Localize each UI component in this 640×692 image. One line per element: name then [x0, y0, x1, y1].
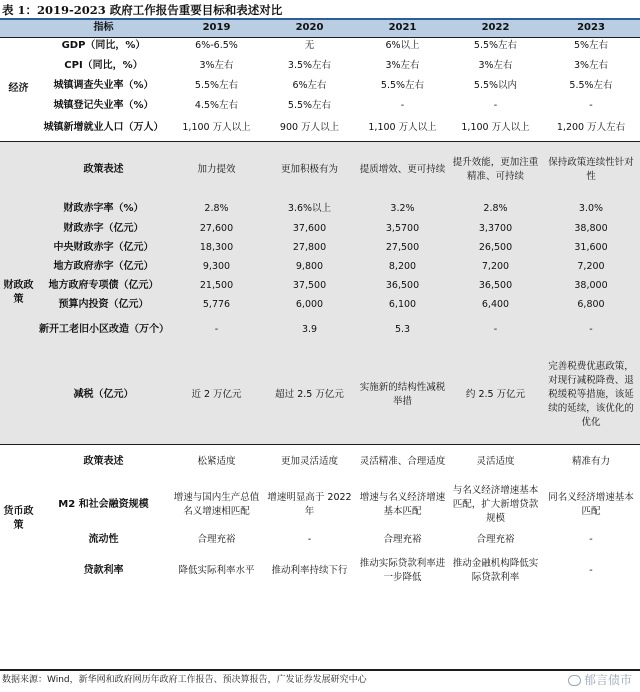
cell-value: 6%左右	[263, 76, 356, 96]
cell-value: 1,100 万人以上	[449, 115, 542, 141]
table-row	[0, 141, 640, 199]
row-label: CPI（同比，%）	[37, 55, 170, 76]
section-label: 货币政策	[0, 444, 37, 593]
cell-value: -	[263, 530, 356, 549]
row-label: 城镇登记失业率（%）	[37, 96, 170, 115]
cell-value: 3,5700	[356, 219, 449, 238]
cell-value: 37,600	[263, 219, 356, 238]
cell-value: 同名义经济增速基本匹配	[542, 480, 640, 530]
row-label: 地方政府赤字（亿元）	[37, 257, 170, 276]
cell-value: 9,300	[170, 257, 263, 276]
cell-value: 合理充裕	[170, 530, 263, 549]
cell-value: 6%-6.5%	[170, 37, 263, 55]
cell-value: 27,600	[170, 219, 263, 238]
table-row	[0, 199, 640, 219]
row-label: 财政赤字（亿元）	[37, 219, 170, 238]
header-corner	[0, 20, 37, 37]
table-row	[0, 257, 640, 276]
row-label: 减税（亿元）	[37, 346, 170, 444]
table-row	[0, 295, 640, 314]
cell-value: 合理充裕	[449, 530, 542, 549]
cell-value: 26,500	[449, 238, 542, 257]
cell-value: 7,200	[449, 257, 542, 276]
cell-value: 36,500	[356, 276, 449, 295]
table-row	[0, 314, 640, 346]
row-label: M2 和社会融资规模	[37, 480, 170, 530]
cell-value: 合理充裕	[356, 530, 449, 549]
table-row	[0, 37, 640, 55]
table-row	[0, 55, 640, 76]
row-label: 中央财政赤字（亿元）	[37, 238, 170, 257]
bottom-rule	[0, 669, 640, 671]
cell-value: -	[449, 96, 542, 115]
cell-value: 3%左右	[449, 55, 542, 76]
table-row	[0, 480, 640, 530]
row-label: 贷款利率	[37, 549, 170, 593]
cell-value: 3.6%以上	[263, 199, 356, 219]
cell-value: 38,000	[542, 276, 640, 295]
header-year: 2022	[449, 20, 542, 37]
cell-value: 27,800	[263, 238, 356, 257]
cell-value: 5%左右	[542, 37, 640, 55]
cell-value: 与名义经济增速基本匹配，扩大新增贷款规模	[449, 480, 542, 530]
cell-value: -	[542, 96, 640, 115]
cell-value: 推动实际贷款利率进一步降低	[356, 549, 449, 593]
cell-value: 900 万人以上	[263, 115, 356, 141]
table-title: 表 1：2019-2023 政府工作报告重要目标和表述对比	[2, 3, 283, 17]
watermark-text: 郁言债市	[583, 673, 632, 687]
header-year: 2020	[263, 20, 356, 37]
cell-value: 5.5%左右	[449, 37, 542, 55]
cell-value: -	[542, 314, 640, 346]
cell-value: 加力提效	[170, 141, 263, 199]
cell-value: 5.5%左右	[356, 76, 449, 96]
cell-value: -	[542, 549, 640, 593]
cell-value: 灵活适度	[449, 444, 542, 480]
cell-value: 3%左右	[170, 55, 263, 76]
cell-value: 21,500	[170, 276, 263, 295]
cell-value: 6%以上	[356, 37, 449, 55]
row-label: 预算内投资（亿元）	[37, 295, 170, 314]
header-year: 2023	[542, 20, 640, 37]
table-row	[0, 219, 640, 238]
row-label: 政策表述	[37, 141, 170, 199]
row-label: 政策表述	[37, 444, 170, 480]
cell-value: 增速与名义经济增速基本匹配	[356, 480, 449, 530]
cell-value: 2.8%	[449, 199, 542, 219]
cell-value: 6,800	[542, 295, 640, 314]
cell-value: 保持政策连续性针对性	[542, 141, 640, 199]
cell-value: 1,100 万人以上	[170, 115, 263, 141]
cell-value: 4.5%左右	[170, 96, 263, 115]
table-row	[0, 549, 640, 593]
header-indicator: 指标	[37, 20, 170, 37]
cell-value: -	[449, 314, 542, 346]
cell-value: 5,776	[170, 295, 263, 314]
cell-value: 精准有力	[542, 444, 640, 480]
section-label: 经济	[0, 37, 37, 141]
cell-value: 实施新的结构性减税举措	[356, 346, 449, 444]
table-row	[0, 276, 640, 295]
cell-value: 3%左右	[356, 55, 449, 76]
cell-value: 增速与国内生产总值名义增速相匹配	[170, 480, 263, 530]
cell-value: 3.0%	[542, 199, 640, 219]
cell-value: 3,3700	[449, 219, 542, 238]
source-note: 数据来源：Wind，新华网和政府网历年政府工作报告、预决算报告，广发证券发展研究中心	[2, 675, 367, 685]
cell-value: 推动利率持续下行	[263, 549, 356, 593]
table-row	[0, 115, 640, 141]
table-row	[0, 444, 640, 480]
header-year: 2021	[356, 20, 449, 37]
cell-value: 近 2 万亿元	[170, 346, 263, 444]
cell-value: 2.8%	[170, 199, 263, 219]
cell-value: -	[542, 530, 640, 549]
cell-value: 灵活精准、合理适度	[356, 444, 449, 480]
cell-value: 9,800	[263, 257, 356, 276]
row-label: 城镇调查失业率（%）	[37, 76, 170, 96]
cell-value: 5.5%左右	[170, 76, 263, 96]
cell-value: 37,500	[263, 276, 356, 295]
table-row	[0, 238, 640, 257]
cell-value: 7,200	[542, 257, 640, 276]
cell-value: 无	[263, 37, 356, 55]
cell-value: 5.5%左右	[263, 96, 356, 115]
table-row	[0, 96, 640, 115]
cell-value: 降低实际利率水平	[170, 549, 263, 593]
cell-value: 1,200 万人左右	[542, 115, 640, 141]
wechat-bubble-icon	[568, 675, 581, 686]
cell-value: 6,400	[449, 295, 542, 314]
cell-value: -	[170, 314, 263, 346]
cell-value: 3.2%	[356, 199, 449, 219]
cell-value: 提升效能，更加注重精准、可持续	[449, 141, 542, 199]
row-label: 流动性	[37, 530, 170, 549]
table-row	[0, 76, 640, 96]
comparison-table	[0, 20, 640, 593]
row-label: 财政赤字率（%）	[37, 199, 170, 219]
cell-value: 6,000	[263, 295, 356, 314]
header-year: 2019	[170, 20, 263, 37]
cell-value: 3.5%左右	[263, 55, 356, 76]
row-label: 地方政府专项债（亿元）	[37, 276, 170, 295]
cell-value: 超过 2.5 万亿元	[263, 346, 356, 444]
watermark	[568, 672, 632, 688]
cell-value: 5.3	[356, 314, 449, 346]
cell-value: 松紧适度	[170, 444, 263, 480]
cell-value: 18,300	[170, 238, 263, 257]
cell-value: 5.5%左右	[542, 76, 640, 96]
cell-value: 更加积极有为	[263, 141, 356, 199]
cell-value: 更加灵活适度	[263, 444, 356, 480]
cell-value: 推动金融机构降低实际贷款利率	[449, 549, 542, 593]
row-label: 新开工老旧小区改造（万个）	[37, 314, 170, 346]
cell-value: 1,100 万人以上	[356, 115, 449, 141]
row-label: 城镇新增就业人口（万人）	[37, 115, 170, 141]
cell-value: 8,200	[356, 257, 449, 276]
cell-value: 3%左右	[542, 55, 640, 76]
cell-value: 完善税费优惠政策，对现行减税降费、退税缓税等措施，该延续的延续，该优化的优化	[542, 346, 640, 444]
cell-value: 31,600	[542, 238, 640, 257]
cell-value: 5.5%以内	[449, 76, 542, 96]
cell-value: 提质增效、更可持续	[356, 141, 449, 199]
cell-value: 27,500	[356, 238, 449, 257]
table-row	[0, 346, 640, 444]
row-label: GDP（同比，%）	[37, 37, 170, 55]
cell-value: -	[356, 96, 449, 115]
cell-value: 36,500	[449, 276, 542, 295]
cell-value: 增速明显高于 2022 年	[263, 480, 356, 530]
cell-value: 约 2.5 万亿元	[449, 346, 542, 444]
cell-value: 3.9	[263, 314, 356, 346]
cell-value: 38,800	[542, 219, 640, 238]
cell-value: 6,100	[356, 295, 449, 314]
section-label: 财政政策	[0, 141, 37, 444]
table-row	[0, 530, 640, 549]
